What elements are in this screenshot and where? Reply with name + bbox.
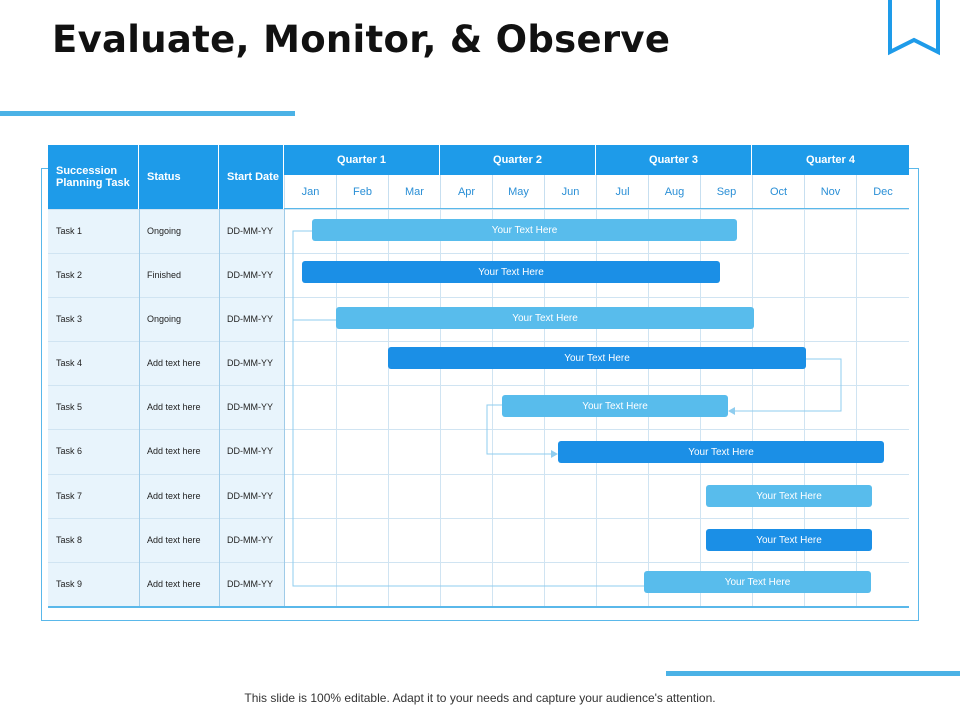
gantt-bar-task-2[interactable]: Your Text Here xyxy=(302,261,720,283)
header-task: Succession Planning Task xyxy=(48,145,139,209)
row-8-start: DD-MM-YY xyxy=(227,535,273,545)
row-6-task: Task 6 xyxy=(56,446,83,456)
footer-note: This slide is 100% editable. Adapt it to your needs and capture your audience's attention. xyxy=(244,691,716,705)
row-4-task: Task 4 xyxy=(56,358,83,368)
row-2-start: DD-MM-YY xyxy=(227,270,273,280)
row-4-status: Add text here xyxy=(147,358,201,368)
row-9-task: Task 9 xyxy=(56,579,83,589)
month-oct: Oct xyxy=(752,175,804,209)
row-6-start: DD-MM-YY xyxy=(227,446,273,456)
gantt-bar-task-7[interactable]: Your Text Here xyxy=(706,485,872,507)
row-9-start: DD-MM-YY xyxy=(227,579,273,589)
row-2-status: Finished xyxy=(147,270,182,280)
gantt-bar-task-8[interactable]: Your Text Here xyxy=(706,529,872,551)
row-8-task: Task 8 xyxy=(56,535,83,545)
row-5-start: DD-MM-YY xyxy=(227,402,273,412)
row-2-task: Task 2 xyxy=(56,270,83,280)
header-quarter-1: Quarter 1 xyxy=(284,145,440,175)
month-may: May xyxy=(492,175,544,209)
month-sep: Sep xyxy=(700,175,752,209)
row-3-task: Task 3 xyxy=(56,314,83,324)
row-6-status: Add text here xyxy=(147,446,201,456)
row-5-task: Task 5 xyxy=(56,402,83,412)
row-7-start: DD-MM-YY xyxy=(227,491,273,501)
row-8-status: Add text here xyxy=(147,535,201,545)
header-quarter-2: Quarter 2 xyxy=(440,145,596,175)
gantt-bar-task-1[interactable]: Your Text Here xyxy=(312,219,737,241)
header-quarter-3: Quarter 3 xyxy=(596,145,752,175)
header-quarter-4: Quarter 4 xyxy=(752,145,909,175)
month-apr: Apr xyxy=(440,175,492,209)
row-4-start: DD-MM-YY xyxy=(227,358,273,368)
row-3-start: DD-MM-YY xyxy=(227,314,273,324)
page-title: Evaluate, Monitor, & Observe xyxy=(52,18,671,61)
month-jan: Jan xyxy=(284,175,336,209)
month-jun: Jun xyxy=(544,175,596,209)
month-aug: Aug xyxy=(648,175,700,209)
row-7-status: Add text here xyxy=(147,491,201,501)
row-7-task: Task 7 xyxy=(56,491,83,501)
gantt-bar-task-9[interactable]: Your Text Here xyxy=(644,571,871,593)
month-jul: Jul xyxy=(596,175,648,209)
gantt-bar-task-3[interactable]: Your Text Here xyxy=(336,307,754,329)
header-start-date: Start Date xyxy=(219,145,284,209)
row-3-status: Ongoing xyxy=(147,314,182,324)
row-1-status: Ongoing xyxy=(147,226,182,236)
row-1-task: Task 1 xyxy=(56,226,83,236)
gantt-bar-task-5[interactable]: Your Text Here xyxy=(502,395,728,417)
row-5-status: Add text here xyxy=(147,402,201,412)
month-dec: Dec xyxy=(856,175,909,209)
month-feb: Feb xyxy=(336,175,388,209)
row-1-start: DD-MM-YY xyxy=(227,226,273,236)
row-9-status: Add text here xyxy=(147,579,201,589)
gantt-bar-task-4[interactable]: Your Text Here xyxy=(388,347,806,369)
header-status: Status xyxy=(139,145,219,209)
month-mar: Mar xyxy=(388,175,440,209)
month-nov: Nov xyxy=(804,175,856,209)
gantt-bar-task-6[interactable]: Your Text Here xyxy=(558,441,884,463)
